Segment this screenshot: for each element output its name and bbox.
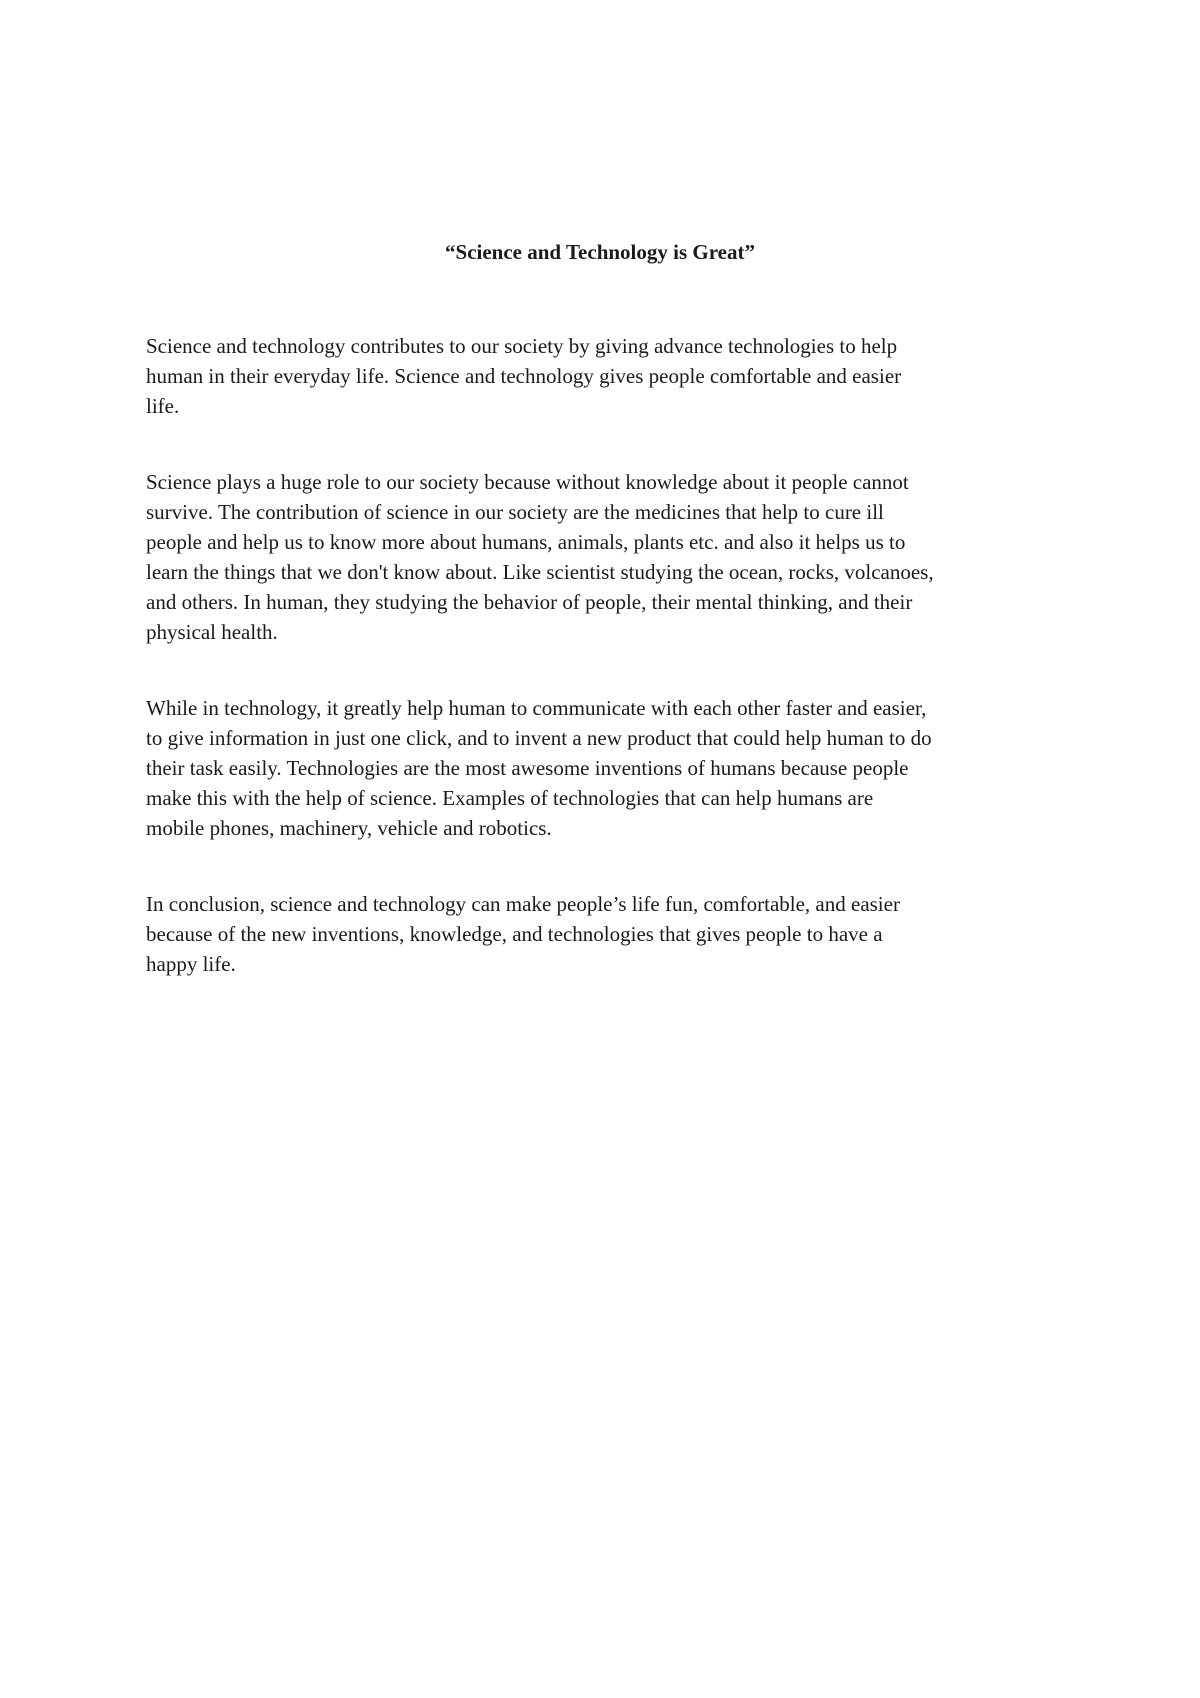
paragraph: Science and technology contributes to our society by giving advance technologies to help human in their everyday life. Science and technology gives people comfortable and easier life. bbox=[146, 334, 902, 418]
document-body bbox=[146, 331, 1071, 1025]
paragraph: While in technology, it greatly help human to communicate with each other faster and easier, to give information in just one click, and to invent a new product that could help human to do their task easily. Technologies are the most awesome inventions of humans because people make this with the help of science. Examples of technologies that can help humans are mobile phones, machinery, vehicle and robotics. bbox=[146, 696, 932, 840]
paragraph: Science plays a huge role to our society because without knowledge about it people cannot survive. The contribution of science in our society are the medicines that help to cure ill people and help us to know more about humans, animals, plants etc. and also it helps us to learn the things that we don't know about. Like scientist studying the ocean, rocks, volcanoes, and others. In human, they studying the behavior of people, their mental thinking, and their physical health. bbox=[146, 470, 934, 644]
paragraph: In conclusion, science and technology can make people’s life fun, comfortable, and easier because of the new inventions, knowledge, and technologies that gives people to have a happy life. bbox=[146, 892, 900, 976]
document-title: “Science and Technology is Great” bbox=[445, 240, 755, 264]
